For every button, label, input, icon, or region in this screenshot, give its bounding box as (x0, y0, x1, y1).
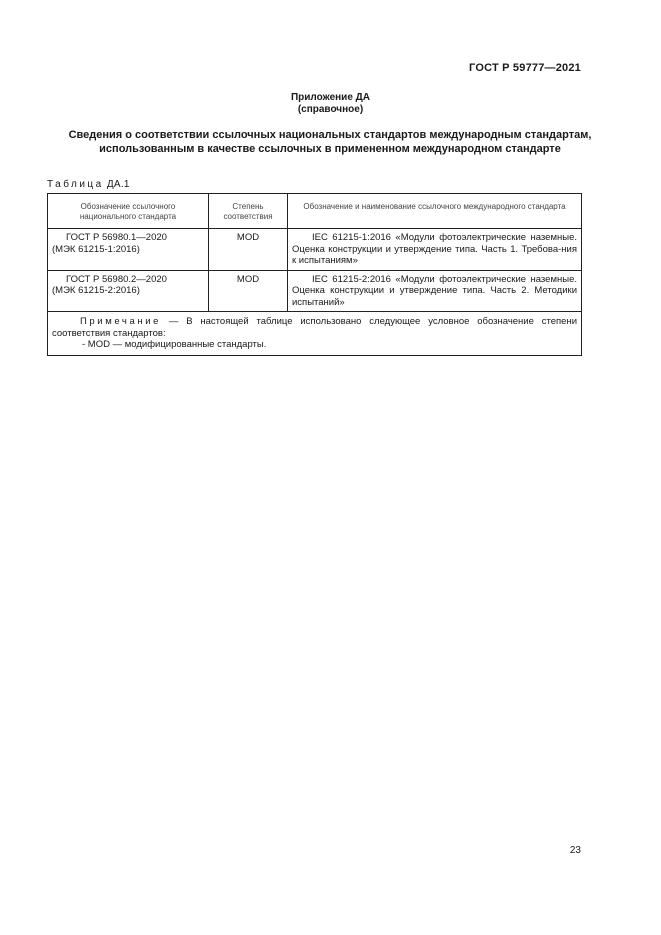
document-code: ГОСТ Р 59777—2021 (469, 62, 581, 74)
international-standard-cell (288, 270, 582, 312)
note-text: — В настоящей таблице использовано следующее условное обозначение степени соответствия стандартов: (52, 316, 577, 339)
national-standard-iec-ref: (МЭК 61215-1:2016) (52, 243, 140, 255)
table-caption-word: Таблица (47, 179, 104, 190)
page-number: 23 (569, 845, 581, 856)
degree-cell: MOD (209, 229, 288, 271)
table-caption-number: ДА.1 (106, 179, 130, 190)
national-standard-cell (48, 270, 209, 312)
degree-cell: MOD (209, 270, 288, 312)
correspondence-table (47, 193, 582, 356)
table-header-row (48, 194, 582, 229)
international-standard-text: IEC 61215-1:2016 «Модули фотоэлектрические наземные. Оценка конструкции и утверждение типа. Часть 1. Требова-ния к испытаниям» (292, 232, 577, 266)
table-caption (47, 179, 130, 190)
header-international-standard: Обозначение и наименование ссылочного международного стандарта (288, 194, 582, 229)
appendix-title: Приложение ДА (290, 92, 371, 103)
international-standard-cell (288, 229, 582, 271)
section-title-line-1: Сведения о соответствии ссылочных национальных стандартов международным стандартам, (68, 129, 592, 141)
section-title-line-2: использованным в качестве ссылочных в примененном международном стандарте (99, 143, 561, 155)
table-note-row (48, 312, 582, 356)
appendix-heading (0, 92, 661, 116)
national-standard-iec-ref: (МЭК 61215-2:2016) (52, 285, 140, 296)
table-note (48, 312, 582, 356)
national-standard-code: ГОСТ Р 56980.1—2020 (66, 232, 167, 243)
table-row (48, 270, 582, 312)
national-standard-cell (48, 229, 209, 271)
international-standard-text: IEC 61215-2:2016 «Модули фотоэлектрические наземные. Оценка конструкции и утверждение типа. Часть 2. Методики испытаний» (292, 273, 577, 308)
note-label: Примечание (80, 316, 161, 327)
section-title (40, 128, 620, 156)
national-standard-code: ГОСТ Р 56980.2—2020 (66, 273, 167, 285)
note-item: - MOD — модифицированные стандарты. (82, 339, 267, 350)
appendix-subtitle: (справочное) (297, 104, 364, 115)
header-national-standard: Обозначение ссылочного национального стандарта (48, 194, 209, 229)
header-degree: Степень соответствия (209, 194, 288, 229)
table-row (48, 229, 582, 271)
